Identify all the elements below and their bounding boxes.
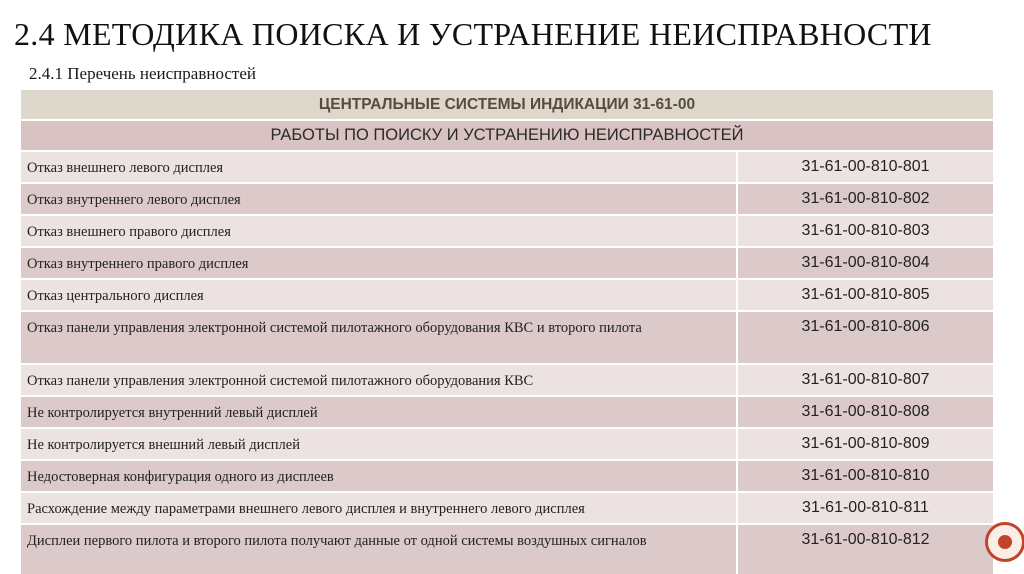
fault-code: 31-61-00-810-801 xyxy=(737,151,994,183)
fault-table xyxy=(19,88,995,574)
fault-code: 31-61-00-810-809 xyxy=(737,428,994,460)
fault-code: 31-61-00-810-802 xyxy=(737,183,994,215)
table-row xyxy=(20,524,994,574)
table-header: ЦЕНТРАЛЬНЫЕ СИСТЕМЫ ИНДИКАЦИИ 31-61-00 xyxy=(20,89,994,120)
table-row xyxy=(20,364,994,396)
table-row xyxy=(20,492,994,524)
table-row xyxy=(20,428,994,460)
table-row xyxy=(20,396,994,428)
fault-code: 31-61-00-810-807 xyxy=(737,364,994,396)
fault-code: 31-61-00-810-808 xyxy=(737,396,994,428)
fault-table-container xyxy=(19,88,993,574)
fault-code: 31-61-00-810-803 xyxy=(737,215,994,247)
table-row xyxy=(20,311,994,364)
fault-name: Отказ внешнего правого дисплея xyxy=(20,215,737,247)
fault-name: Расхождение между параметрами внешнего левого дисплея и внутреннего левого дисплея xyxy=(20,492,737,524)
fault-code: 31-61-00-810-812 xyxy=(737,524,994,574)
table-row xyxy=(20,215,994,247)
logo-badge-icon xyxy=(985,522,1024,562)
fault-name: Отказ внешнего левого дисплея xyxy=(20,151,737,183)
fault-name: Отказ панели управления электронной системой пилотажного оборудования КВС xyxy=(20,364,737,396)
section-subtitle: 2.4.1 Перечень неисправностей xyxy=(29,64,256,83)
fault-name: Дисплеи первого пилота и второго пилота получают данные от одной системы воздушных сигналов xyxy=(20,524,737,574)
fault-code: 31-61-00-810-806 xyxy=(737,311,994,364)
table-subheader-row xyxy=(20,120,994,151)
fault-name: Отказ панели управления электронной системой пилотажного оборудования КВС и второго пилота xyxy=(20,311,737,364)
fault-name: Не контролируется внешний левый дисплей xyxy=(20,428,737,460)
table-row xyxy=(20,247,994,279)
fault-code: 31-61-00-810-804 xyxy=(737,247,994,279)
fault-code: 31-61-00-810-805 xyxy=(737,279,994,311)
table-row xyxy=(20,279,994,311)
slide-title: 2.4 МЕТОДИКА ПОИСКА И УСТРАНЕНИЕ НЕИСПРАВНОСТИ xyxy=(14,16,932,52)
fault-name: Отказ центрального дисплея xyxy=(20,279,737,311)
table-row xyxy=(20,460,994,492)
table-subheader: РАБОТЫ ПО ПОИСКУ И УСТРАНЕНИЮ НЕИСПРАВНОСТЕЙ xyxy=(20,120,994,151)
fault-name: Отказ внутреннего левого дисплея xyxy=(20,183,737,215)
table-header-row xyxy=(20,89,994,120)
fault-name: Отказ внутреннего правого дисплея xyxy=(20,247,737,279)
fault-code: 31-61-00-810-810 xyxy=(737,460,994,492)
fault-name: Недостоверная конфигурация одного из дисплеев xyxy=(20,460,737,492)
fault-code: 31-61-00-810-811 xyxy=(737,492,994,524)
table-row xyxy=(20,151,994,183)
fault-name: Не контролируется внутренний левый дисплей xyxy=(20,396,737,428)
table-row xyxy=(20,183,994,215)
